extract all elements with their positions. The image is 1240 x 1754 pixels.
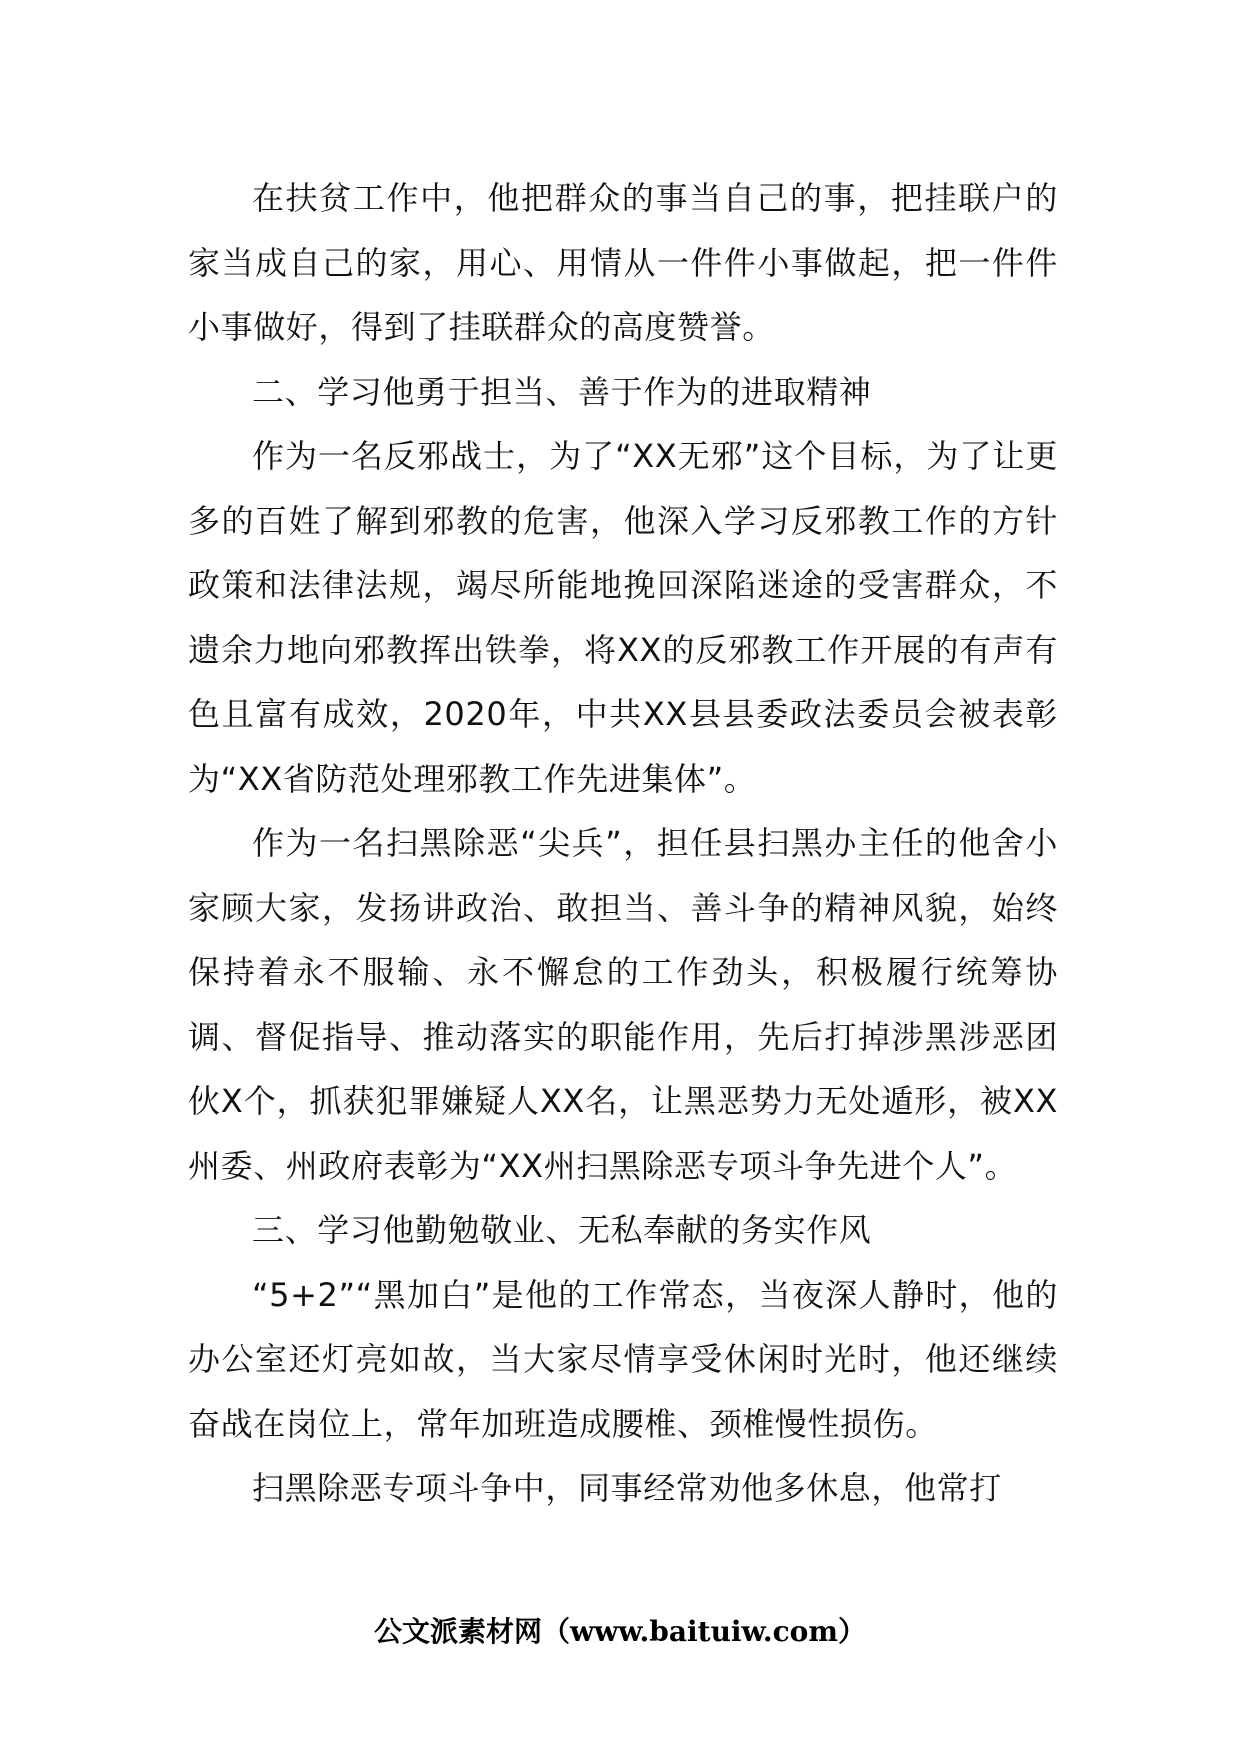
footer-watermark: 公文派素材网（www.baituiw.com） bbox=[374, 1615, 866, 1648]
section-heading-two: 二、学习他勇于担当、善于作为的进取精神 bbox=[252, 372, 872, 411]
paragraph-work-style: “5+2”“黑加白”是他的工作常态，当夜深人静时，他的办公室还灯亮如故，当大家尽情享受休闲时光时，他还继续奋战在岗位上，常年加班造成腰椎、颈椎慢性损伤。 bbox=[188, 1275, 1058, 1443]
paragraph-anti-crime: 作为一名扫黑除恶“尖兵”，担任县扫黑办主任的他舍小家顾大家，发扬讲政治、敢担当、善斗争的精神风貌，始终保持着永不服输、永不懈怠的工作劲头，积极履行统筹协调、督促指导、推动落实的职能作用，先后打掉涉黑涉恶团伙X个，抓获犯罪嫌疑人XX名，让黑恶势力无处遁形，被XX州委、州政府表彰为“XX州扫黑除恶专项斗争先进个人”。 bbox=[188, 824, 1058, 1185]
paragraph-poverty-work: 在扶贫工作中，他把群众的事当自己的事，把挂联户的家当成自己的家，用心、用情从一件件小事做起，把一件件小事做好，得到了挂联群众的高度赞誉。 bbox=[188, 179, 1058, 346]
paragraph-anti-cult: 作为一名反邪战士，为了“XX无邪”这个目标，为了让更多的百姓了解到邪教的危害，他深入学习反邪教工作的方针政策和法律法规，竭尽所能地挽回深陷迷途的受害群众，不遗余力地向邪教挥出铁拳，将XX的反邪教工作开展的有声有色且富有成效，2020年，中共XX县县委政法委员会被表彰为“XX省防范处理邪教工作先进集体”。 bbox=[188, 437, 1058, 798]
paragraph-continued: 扫黑除恶专项斗争中，同事经常劝他多休息，他常打 bbox=[252, 1469, 1002, 1507]
section-heading-three: 三、学习他勤勉敬业、无私奉献的务实作风 bbox=[252, 1211, 872, 1249]
document-body bbox=[188, 166, 1058, 1521]
